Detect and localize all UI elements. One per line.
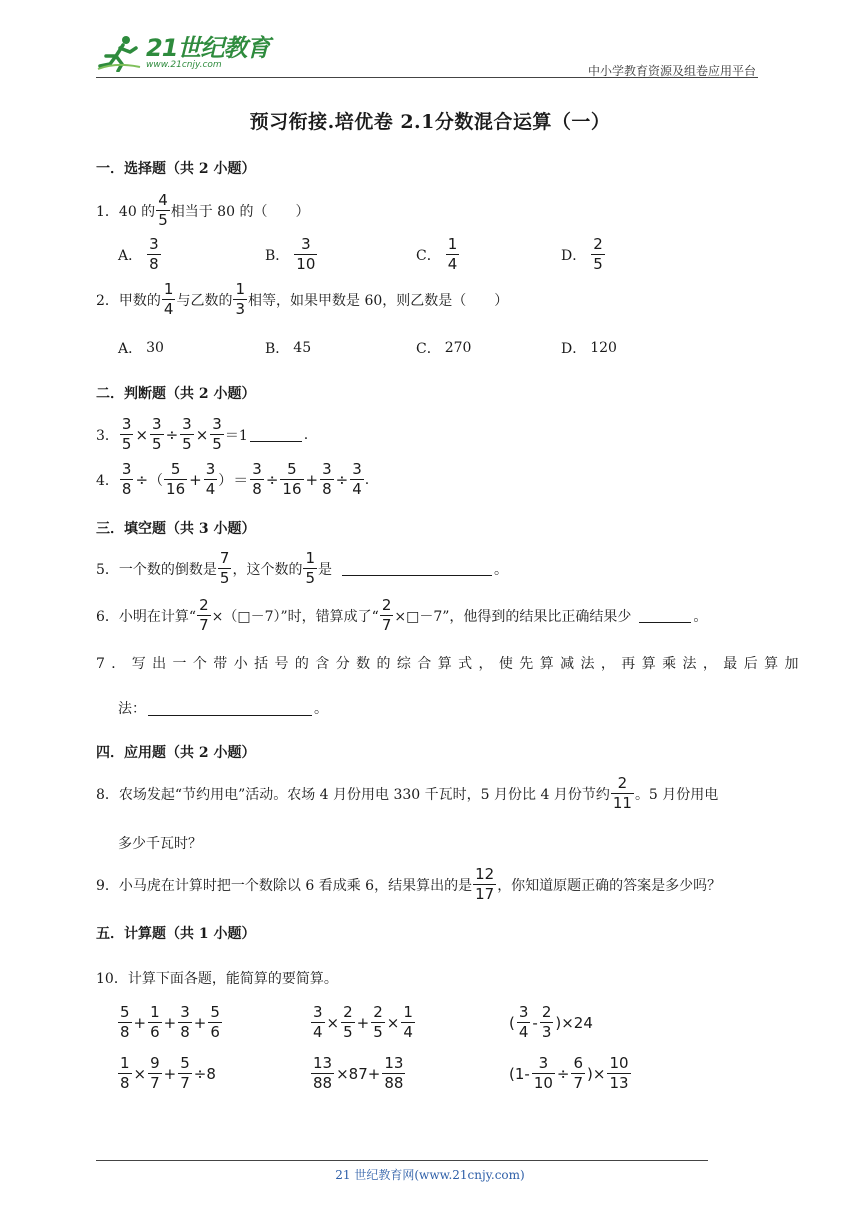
- period: 。: [314, 701, 328, 717]
- operator: ×87+: [336, 1064, 381, 1083]
- question-4: [96, 461, 369, 498]
- fraction: $\frac{1}{8}$: [120, 1054, 130, 1092]
- paren: (1-: [509, 1064, 530, 1083]
- fraction: $\frac{3}{4}$: [205, 460, 216, 498]
- fraction: $\frac{3}{5}$: [152, 415, 162, 453]
- fraction: $\frac{1}{3}$: [235, 280, 246, 318]
- fraction: $\frac{3}{10}$: [533, 1054, 553, 1092]
- expression-1: [117, 1004, 223, 1041]
- fraction: $\frac{3}{8}$: [322, 460, 332, 498]
- question-number: 6．: [96, 608, 119, 625]
- question-3: [96, 416, 308, 453]
- fraction: $\frac{6}{7}$: [573, 1054, 584, 1092]
- fraction: $\frac{1}{5}$: [305, 549, 316, 587]
- question-10: [96, 968, 338, 988]
- section-heading-judge: 二．判断题（共 2 小题）: [96, 386, 256, 402]
- fraction: $\frac{2}{3}$: [541, 1003, 552, 1041]
- question-6: [96, 597, 707, 634]
- expression-5: [310, 1055, 406, 1092]
- question-8: [96, 775, 718, 812]
- operator: ×: [195, 425, 209, 444]
- fraction: $\frac{3}{4}$: [518, 1003, 529, 1041]
- expression-2: [310, 1004, 416, 1041]
- question-7-line-2: [118, 698, 328, 718]
- question-number: 3．: [96, 427, 119, 444]
- paren: (: [509, 1013, 515, 1032]
- paren: )×: [587, 1064, 606, 1083]
- operator: ×: [326, 1013, 340, 1032]
- fraction: $\frac{2}{7}$: [199, 596, 209, 634]
- expression-4: [117, 1055, 217, 1092]
- operator: ÷: [165, 425, 179, 444]
- operator: +: [193, 1013, 207, 1032]
- question-number: 2．: [96, 292, 119, 309]
- fraction: $\frac{7}{5}$: [219, 549, 230, 587]
- operator: ÷: [265, 470, 279, 489]
- answer-blank[interactable]: [250, 427, 302, 442]
- question-number: 4．: [96, 472, 119, 489]
- fraction: $\frac{1}{6}$: [150, 1003, 160, 1041]
- site-logo: [96, 34, 269, 72]
- answer-blank[interactable]: [639, 608, 691, 623]
- question-text: 一个数的倒数是: [118, 561, 217, 578]
- question-text: 小明在计算“: [118, 608, 197, 625]
- operator: ×: [386, 1013, 400, 1032]
- operator: -: [532, 1013, 538, 1032]
- section-heading-choice: 一．选择题（共 2 小题）: [96, 161, 256, 177]
- fraction: $\frac{3}{5}$: [212, 415, 222, 453]
- question-text: 相当于 80 的（ ）: [170, 203, 310, 220]
- question-text: 计算下面各题，能简算的要简算。: [127, 971, 338, 987]
- fraction: $\frac{10}{13}$: [609, 1054, 629, 1092]
- question-text: 农场发起“节约用电”活动。农场 4 月份用电 330 千瓦时，5 月份比 4 月份节约: [118, 786, 610, 803]
- option-a[interactable]: A． $\frac{3}{8}$: [118, 235, 159, 273]
- question-7-line-1: 7．写出一个带小括号的含分数的综合算式，使先算减法，再算乘法，最后算加: [96, 656, 805, 672]
- answer-blank[interactable]: [148, 701, 312, 716]
- expression-6: [508, 1055, 632, 1092]
- question-text: 40 的: [118, 203, 156, 220]
- operator: +: [189, 470, 202, 489]
- operator: ÷: [335, 470, 349, 489]
- fraction: $\frac{9}{7}$: [150, 1054, 160, 1092]
- operator: +: [163, 1064, 177, 1083]
- question-number: 10．: [96, 971, 128, 987]
- option-d[interactable]: D． $\frac{2}{5}$: [561, 235, 603, 273]
- fraction: $\frac{3}{4}$: [313, 1003, 323, 1041]
- period: .: [303, 426, 309, 443]
- question-text: 是: [318, 561, 333, 578]
- fraction: $\frac{3}{4}$: [352, 460, 362, 498]
- paren: ）: [218, 472, 233, 489]
- fraction: $\frac{12}{17}$: [475, 865, 495, 903]
- footer-link[interactable]: 21 世纪教育网(www.21cnjy.com): [335, 1168, 525, 1182]
- option-c[interactable]: C． 270: [416, 340, 472, 357]
- question-number: 5．: [96, 561, 119, 578]
- question-text: ×□－7”，他得到的结果比正确结果少: [394, 608, 632, 625]
- question-text: ，你知道原题正确的答案是多少吗？: [497, 877, 722, 894]
- question-text: ×（□－7）”时，错算成了“: [211, 608, 379, 625]
- question-text: 法：: [118, 701, 146, 717]
- fraction: $\frac{13}{88}$: [384, 1054, 404, 1092]
- operator: ÷: [556, 1064, 570, 1083]
- footer-divider: [96, 1160, 708, 1161]
- answer-blank[interactable]: [342, 561, 492, 576]
- fraction: $\frac{3}{5}$: [121, 415, 132, 453]
- fraction: $\frac{2}{11}$: [612, 774, 632, 812]
- fraction: $\frac{3}{5}$: [182, 415, 192, 453]
- question-text: 甲数的: [118, 292, 161, 309]
- fraction: $\frac{2}{5}$: [373, 1003, 383, 1041]
- operator: ×: [133, 1064, 147, 1083]
- question-text: ，这个数的: [232, 561, 303, 578]
- operator: ＝1: [224, 427, 248, 444]
- fraction: $\frac{3}{8}$: [252, 460, 262, 498]
- fraction: $\frac{5}{16}$: [166, 460, 186, 498]
- fraction: $\frac{4}{5}$: [158, 191, 168, 229]
- question-number: 9．: [96, 877, 119, 894]
- header-tagline: 中小学教育资源及组卷应用平台: [587, 64, 756, 78]
- runner-logo-icon: [96, 34, 142, 72]
- option-c[interactable]: C． $\frac{1}{4}$: [416, 235, 458, 273]
- fraction: $\frac{2}{5}$: [343, 1003, 353, 1041]
- fraction: $\frac{1}{4}$: [403, 1003, 413, 1041]
- operator: +: [305, 470, 319, 489]
- expression-tail: ÷8: [193, 1064, 216, 1083]
- option-d[interactable]: D． 120: [561, 340, 617, 357]
- fraction: $\frac{13}{88}$: [313, 1054, 333, 1092]
- question-number: 8．: [96, 786, 119, 803]
- question-text: 。5 月份用电: [634, 786, 719, 803]
- option-a[interactable]: A． 30: [118, 340, 164, 357]
- option-b[interactable]: B． 45: [265, 340, 312, 357]
- option-b[interactable]: B． $\frac{3}{10}$: [265, 235, 316, 273]
- fraction: $\frac{1}{4}$: [163, 280, 174, 318]
- operator: ÷: [135, 470, 149, 489]
- logo-sub-text: www.21cnjy.com: [146, 59, 222, 70]
- period: 。: [693, 608, 708, 625]
- question-5: [96, 550, 508, 587]
- operator: +: [356, 1013, 370, 1032]
- section-heading-fill: 三．填空题（共 3 小题）: [96, 521, 256, 537]
- header-divider: [96, 77, 758, 78]
- fraction: $\frac{5}{7}$: [180, 1054, 190, 1092]
- fraction: $\frac{5}{16}$: [282, 460, 302, 498]
- operator: ＝: [233, 471, 249, 489]
- period: .: [364, 471, 370, 488]
- operator: ×: [135, 425, 149, 444]
- expression-tail: )×24: [555, 1013, 593, 1032]
- question-2: [96, 281, 508, 318]
- question-9: [96, 866, 721, 903]
- period: 。: [494, 561, 509, 578]
- question-number: 1．: [96, 203, 119, 220]
- fraction: $\frac{3}{8}$: [180, 1003, 190, 1041]
- expression-3: [508, 1004, 594, 1041]
- question-text: 小马虎在计算时把一个数除以 6 看成乘 6，结果算出的是: [118, 877, 473, 894]
- operator: +: [163, 1013, 177, 1032]
- question-text: 相等，如果甲数是 60，则乙数是（ ）: [248, 292, 509, 309]
- fraction: $\frac{5}{8}$: [120, 1003, 130, 1041]
- paren: （: [149, 472, 164, 489]
- logo-main-text: 21世纪教育: [146, 33, 270, 62]
- question-8-line-2: 多少千瓦时？: [118, 836, 202, 852]
- section-heading-calculation: 五．计算题（共 1 小题）: [96, 926, 256, 942]
- fraction: $\frac{3}{8}$: [121, 460, 132, 498]
- section-heading-application: 四．应用题（共 2 小题）: [96, 745, 256, 761]
- fraction: $\frac{5}{6}$: [210, 1003, 220, 1041]
- operator: +: [133, 1013, 147, 1032]
- question-text: 与乙数的: [176, 292, 233, 309]
- fraction: $\frac{2}{7}$: [381, 596, 392, 634]
- document-title: 预习衔接.培优卷 2.1分数混合运算（一）: [249, 111, 611, 133]
- question-1: [96, 192, 309, 229]
